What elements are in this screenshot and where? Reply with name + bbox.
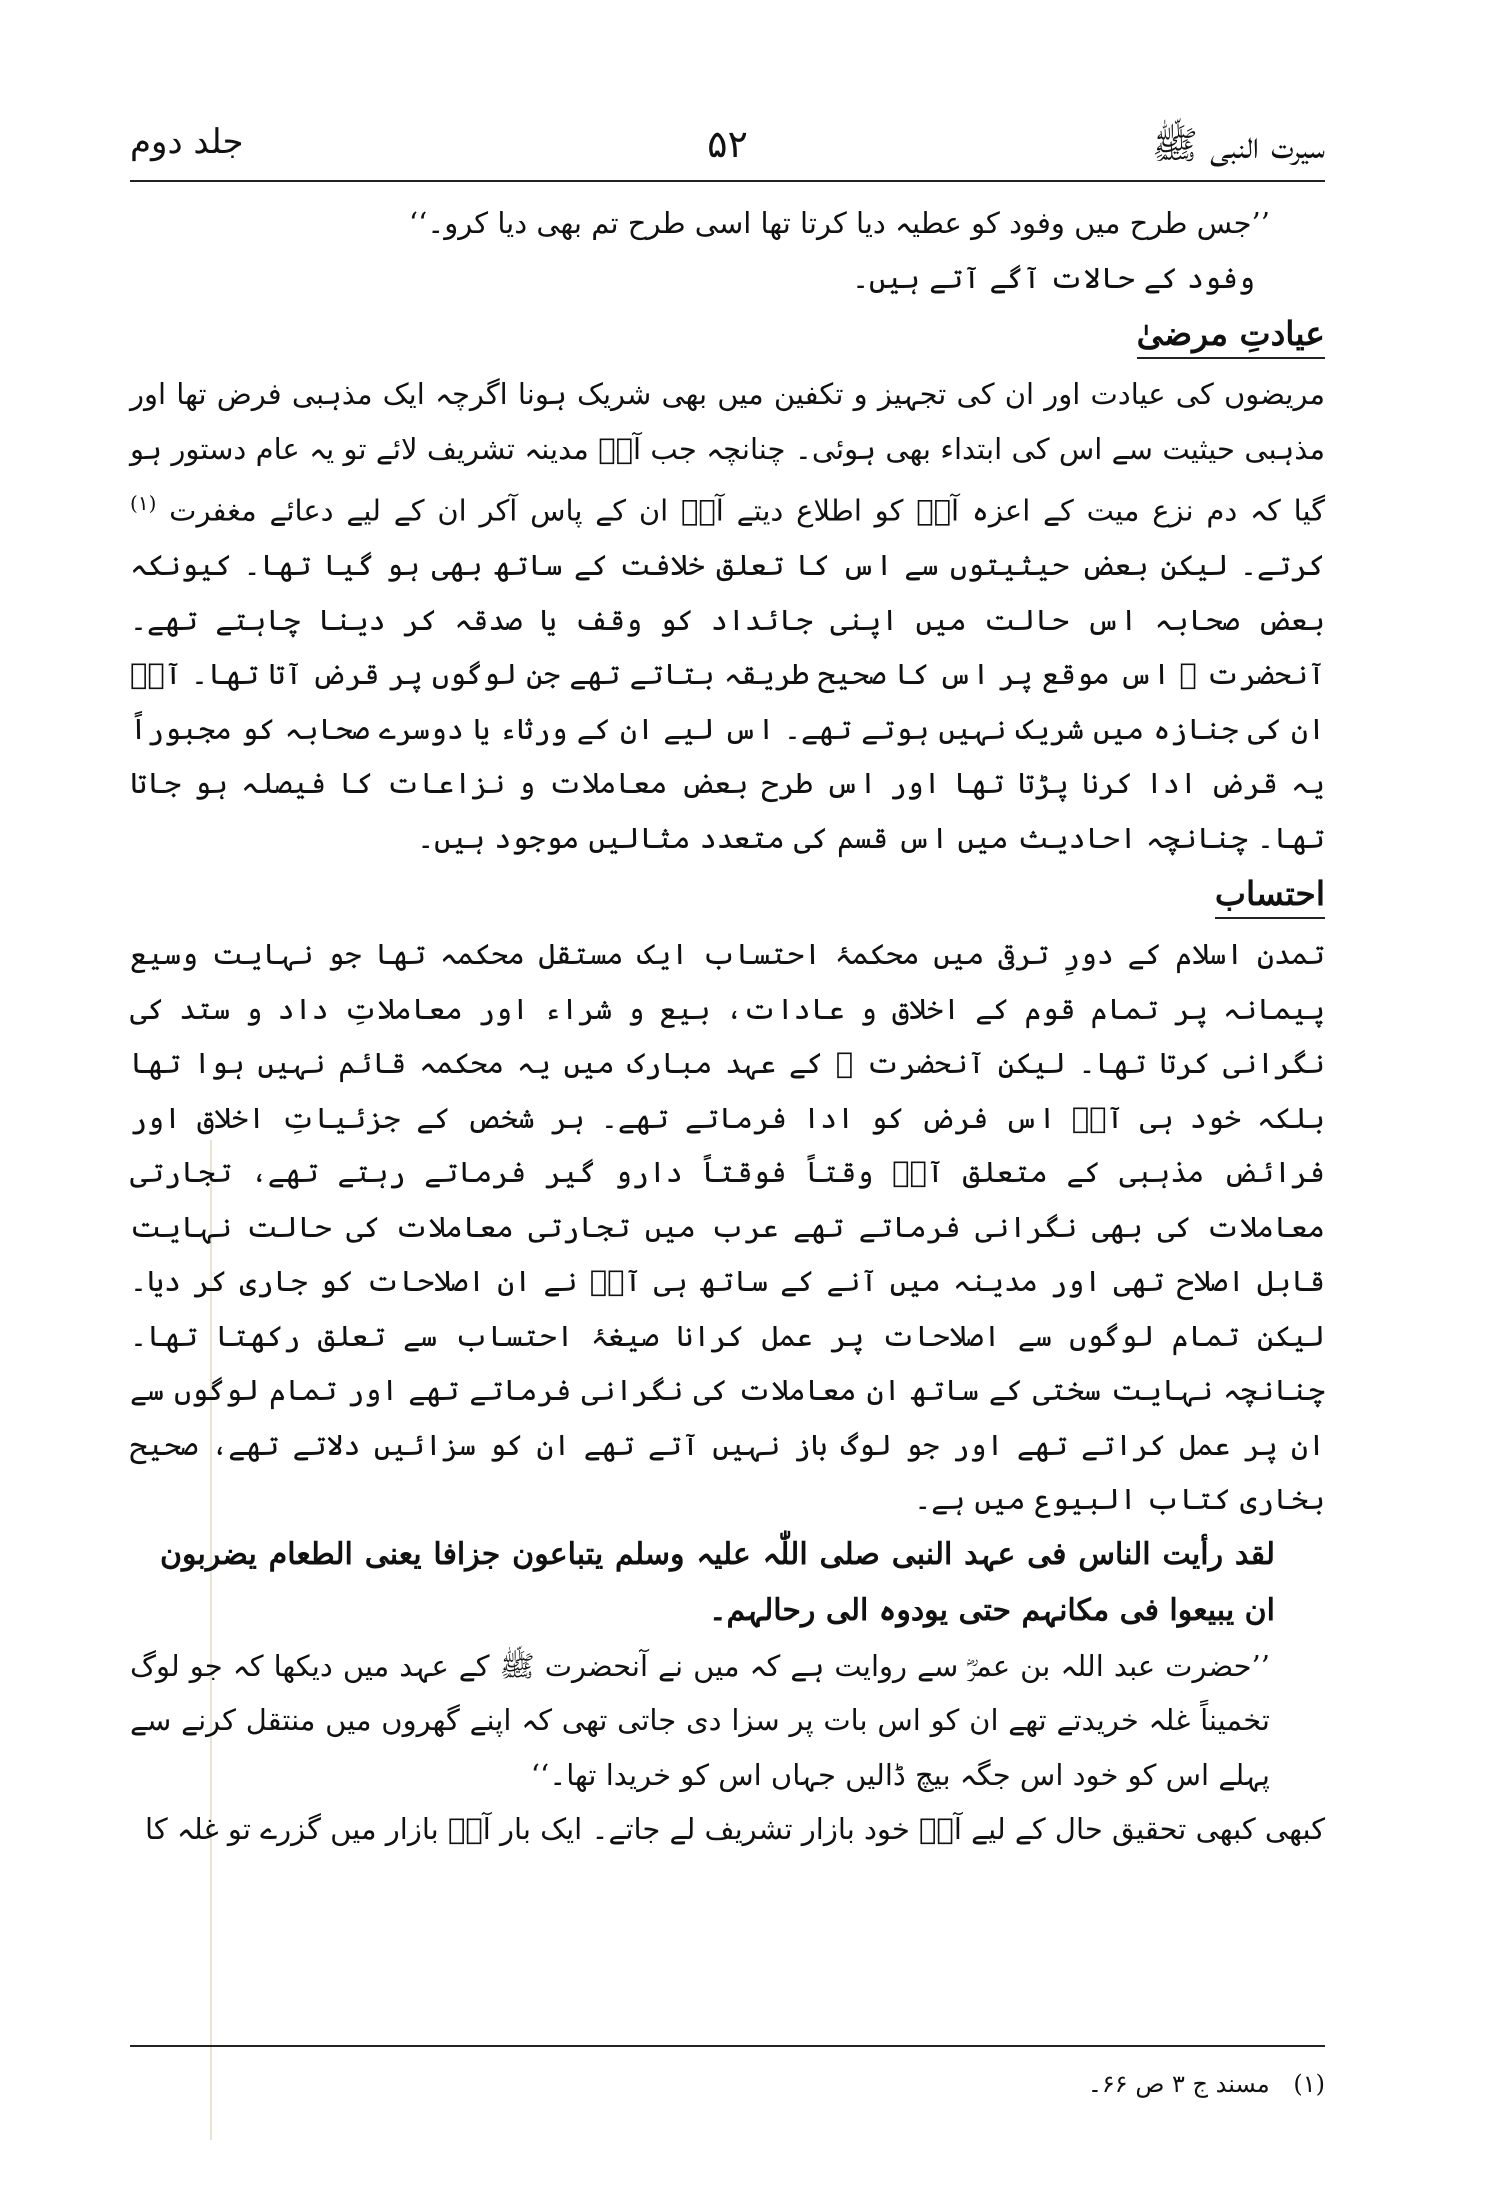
page-header	[130, 118, 1325, 182]
section-heading-ihtisab: احتساب	[1215, 871, 1325, 919]
hadith-translation: ’’حضرت عبد اللہ بن عمرؓ سے روایت ہے کہ میں نے آنحضرت ﷺ کے عہد میں دیکھا کہ جو لوگ تخمیناً غلہ خریدتے تھے ان کو اس بات پر سزا دی جاتی تھی کہ اپنے گھروں میں منتقل کرنے سے پہلے اس کو خود اس جگہ بیچ ڈالیں جہاں اس کو خریدا تھا۔‘‘	[130, 1648, 1270, 1792]
paragraph-iyadat-part1: مریضوں کی عیادت اور ان کی تجہیز و تکفین میں بھی شریک ہونا اگرچہ ایک مذہبی فرض تھا اور مذہبی حیثیت سے اس کی ابتداء بھی ہوئی۔ چنانچہ جب آپؐ مدینہ تشریف لائے تو یہ عام دستور ہو گیا کہ دم نزع میت کے اعزہ آپؐ کو اطلاع دیتے آپؐ ان کے پاس آکر ان کے لیے دعائے مغفرت	[130, 377, 1326, 528]
section-heading-iyadat: عیادتِ مرضیٰ	[1137, 311, 1325, 359]
footnote	[130, 2070, 1325, 2098]
footnote-divider	[130, 2045, 1325, 2047]
footnote-text: مسند ج ۳ ص ۶۶۔	[1087, 2070, 1270, 2098]
page-body	[130, 196, 1325, 1857]
volume-label: جلد دوم	[130, 122, 244, 162]
book-title: سیرت النبی ﷺ	[1152, 123, 1325, 167]
heading-row-1	[130, 305, 1325, 367]
paragraph-iyadat-part2: کرتے۔ لیکن بعض حیثیتوں سے اس کا تعلق خلافت کے ساتھ بھی ہو گیا تھا۔ کیونکہ بعض صحابہ اس حالت میں اپنی جائداد کو وقف یا صدقہ کر دینا چاہتے تھے۔ آنحضرت ﷺ اس موقع پر اس کا صحیح طریقہ بتاتے تھے جن لوگوں پر قرض آتا تھا۔ آپؐ ان کی جنازہ میں شریک نہیں ہوتے تھے۔ اس لیے ان کے ورثاء یا دوسرے صحابہ کو مجبوراً یہ قرض ادا کرنا پڑتا تھا اور اس طرح بعض معاملات و نزاعات کا فیصلہ ہو جاتا تھا۔ چنانچہ احادیث میں اس قسم کی متعدد مثالیں موجود ہیں۔	[130, 548, 1325, 855]
page-number: ۵۲	[707, 122, 748, 166]
closing-line: کبھی کبھی تحقیق حال کے لیے آپؐ خود بازار تشریف لے جاتے۔ ایک بار آپؐ بازار میں گزرے تو غلہ کا	[145, 1812, 1325, 1847]
arabic-hadith: لقد رأیت الناس فی عہد النبی صلی اللّٰہ علیہ وسلم یتباعون جزافا یعنی الطعام یضربون ان یبیعوا فی مکانہم حتی یودوہ الی رحالہم۔	[160, 1536, 1275, 1628]
paragraph-ihtisab: تمدن اسلام کے دورِ ترقی میں محکمۂ احتساب ایک مستقل محکمہ تھا جو نہایت وسیع پیمانہ پر تمام قوم کے اخلاق و عادات، بیع و شراء اور معاملاتِ داد و ستد کی نگرانی کرتا تھا۔ لیکن آنحضرت ﷺ کے عہد مبارک میں یہ محکمہ قائم نہیں ہوا تھا بلکہ خود ہی آپؐ اس فرض کو ادا فرماتے تھے۔ ہر شخص کے جزئیاتِ اخلاق اور فرائض مذہبی کے متعلق آپؐ وقتاً فوقتاً دارو گیر فرماتے رہتے تھے، تجارتی معاملات کی بھی نگرانی فرماتے تھے عرب میں تجارتی معاملات کی حالت نہایت قابل اصلاح تھی اور مدینہ میں آنے کے ساتھ ہی آپؐ نے ان اصلاحات کو جاری کر دیا۔ لیکن تمام لوگوں سے اصلاحات پر عمل کرانا صیغۂ احتساب سے تعلق رکھتا تھا۔ چنانچہ نہایت سختی کے ساتھ ان معاملات کی نگرانی فرماتے تھے اور تمام لوگوں سے ان پر عمل کراتے تھے اور جو لوگ باز نہیں آتے تھے ان کو سزائیں دلاتے تھے، صحیح بخاری کتاب البیوع میں ہے۔	[130, 937, 1325, 1517]
intro-note: وفود کے حالات آگے آتے ہیں۔	[852, 260, 1255, 295]
paragraph-iyadat	[130, 367, 1325, 865]
footnote-marker: (۱)	[1293, 2070, 1325, 2098]
footnote-reference[interactable]: (۱)	[130, 491, 157, 515]
intro-quote: ’’جس طرح میں وفود کو عطیہ دیا کرتا تھا اسی طرح تم بھی دیا کرو۔‘‘	[408, 206, 1270, 240]
heading-row-2	[130, 865, 1325, 927]
